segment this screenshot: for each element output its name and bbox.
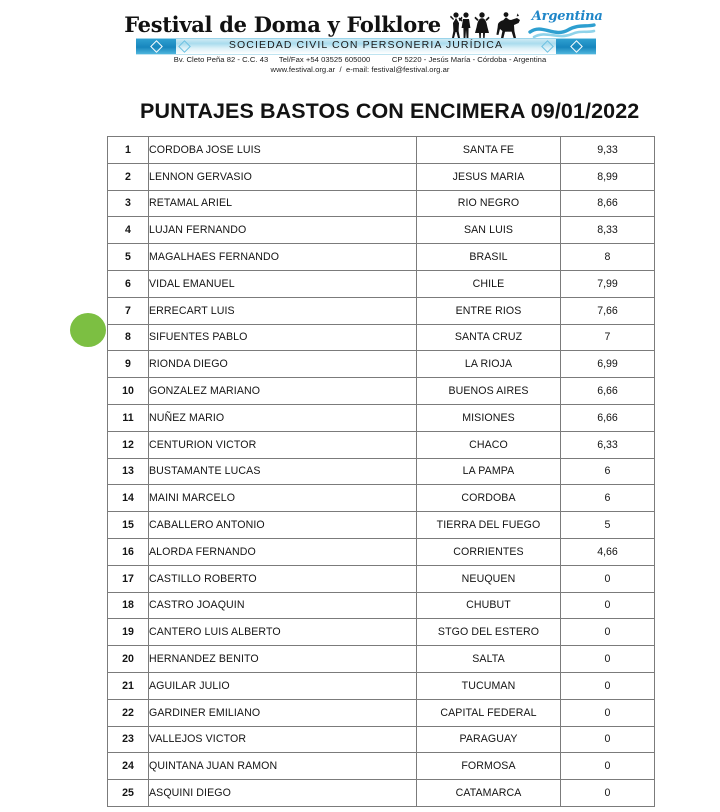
cell-name: LENNON GERVASIO	[149, 163, 417, 190]
folk-dancers-logo	[450, 9, 522, 39]
cell-score: 0	[561, 672, 655, 699]
cell-rank: 2	[108, 163, 149, 190]
cell-name: GONZALEZ MARIANO	[149, 378, 417, 405]
cell-score: 6,66	[561, 378, 655, 405]
cell-rank: 5	[108, 244, 149, 271]
cell-rank: 13	[108, 458, 149, 485]
cell-name: VIDAL EMANUEL	[149, 270, 417, 297]
cell-name: HERNANDEZ BENITO	[149, 646, 417, 673]
cell-rank: 10	[108, 378, 149, 405]
cell-province: CORRIENTES	[417, 538, 561, 565]
cell-score: 7,99	[561, 270, 655, 297]
cell-score: 0	[561, 780, 655, 807]
cell-score: 9,33	[561, 137, 655, 164]
table-row	[108, 458, 655, 485]
cell-name: GARDINER EMILIANO	[149, 699, 417, 726]
cell-province: JESUS MARIA	[417, 163, 561, 190]
cell-province: NEUQUEN	[417, 565, 561, 592]
table-row	[108, 190, 655, 217]
cell-name: CASTILLO ROBERTO	[149, 565, 417, 592]
cell-rank: 14	[108, 485, 149, 512]
table-row	[108, 270, 655, 297]
table-row	[108, 217, 655, 244]
cell-province: BUENOS AIRES	[417, 378, 561, 405]
cell-score: 8,33	[561, 217, 655, 244]
cell-name: MAGALHAES FERNANDO	[149, 244, 417, 271]
cell-province: RIO NEGRO	[417, 190, 561, 217]
cell-rank: 9	[108, 351, 149, 378]
cell-name: RETAMAL ARIEL	[149, 190, 417, 217]
dancer-woman-icon	[474, 11, 490, 39]
cell-name: ERRECART LUIS	[149, 297, 417, 324]
table-row	[108, 538, 655, 565]
cell-name: CABALLERO ANTONIO	[149, 512, 417, 539]
cell-score: 6,33	[561, 431, 655, 458]
cell-name: QUINTANA JUAN RAMON	[149, 753, 417, 780]
page-title: PUNTAJES BASTOS CON ENCIMERA 09/01/2022	[140, 99, 640, 123]
dancer-pair-icon	[450, 11, 472, 39]
table-row	[108, 753, 655, 780]
letterhead-title-row	[0, 8, 720, 40]
cell-province: TIERRA DEL FUEGO	[417, 512, 561, 539]
cell-rank: 17	[108, 565, 149, 592]
cell-province: LA PAMPA	[417, 458, 561, 485]
cell-province: FORMOSA	[417, 753, 561, 780]
cell-name: BUSTAMANTE LUCAS	[149, 458, 417, 485]
table-row	[108, 485, 655, 512]
cell-province: CORDOBA	[417, 485, 561, 512]
table-row	[108, 619, 655, 646]
cell-score: 0	[561, 699, 655, 726]
cell-province: CHILE	[417, 270, 561, 297]
cell-rank: 25	[108, 780, 149, 807]
cell-rank: 7	[108, 297, 149, 324]
cell-score: 6,66	[561, 404, 655, 431]
table-row	[108, 404, 655, 431]
cell-province: MISIONES	[417, 404, 561, 431]
table-row	[108, 592, 655, 619]
cell-rank: 8	[108, 324, 149, 351]
gaucho-horse-icon	[492, 11, 522, 39]
table-row	[108, 780, 655, 807]
cell-name: LUJAN FERNANDO	[149, 217, 417, 244]
cell-name: CASTRO JOAQUIN	[149, 592, 417, 619]
cell-province: SANTA CRUZ	[417, 324, 561, 351]
cell-rank: 21	[108, 672, 149, 699]
cell-score: 0	[561, 646, 655, 673]
cell-rank: 19	[108, 619, 149, 646]
cell-rank: 20	[108, 646, 149, 673]
cell-rank: 12	[108, 431, 149, 458]
cell-name: ASQUINI DIEGO	[149, 780, 417, 807]
cell-rank: 22	[108, 699, 149, 726]
contact-web-line: www.festival.org.ar / e-mail: festival@festival.org.ar	[270, 65, 450, 74]
letterhead	[0, 0, 720, 88]
cell-score: 7	[561, 324, 655, 351]
table-row	[108, 431, 655, 458]
cell-score: 8,66	[561, 190, 655, 217]
cell-score: 7,66	[561, 297, 655, 324]
cell-province: TUCUMAN	[417, 672, 561, 699]
cell-score: 6	[561, 485, 655, 512]
cell-score: 8	[561, 244, 655, 271]
table-row	[108, 646, 655, 673]
cell-rank: 24	[108, 753, 149, 780]
cell-score: 0	[561, 592, 655, 619]
table-row	[108, 378, 655, 405]
scores-table-body	[108, 137, 655, 807]
cell-score: 0	[561, 619, 655, 646]
cell-province: CAPITAL FEDERAL	[417, 699, 561, 726]
cell-province: PARAGUAY	[417, 726, 561, 753]
cell-rank: 3	[108, 190, 149, 217]
cell-name: CORDOBA JOSE LUIS	[149, 137, 417, 164]
cell-rank: 23	[108, 726, 149, 753]
cell-province: SAN LUIS	[417, 217, 561, 244]
contact-address-line: Bv. Cleto Peña 82 - C.C. 43 Tel/Fax +54 03525 605000 CP 5220 - Jesús María - Córdoba - Argentina	[173, 55, 547, 64]
organization-title: Festival de Doma y Folklore	[124, 11, 441, 37]
cell-province: SANTA FE	[417, 137, 561, 164]
cell-name: CANTERO LUIS ALBERTO	[149, 619, 417, 646]
cell-name: SIFUENTES PABLO	[149, 324, 417, 351]
table-row	[108, 699, 655, 726]
cell-name: NUÑEZ MARIO	[149, 404, 417, 431]
cell-province: BRASIL	[417, 244, 561, 271]
cell-rank: 16	[108, 538, 149, 565]
cell-province: LA RIOJA	[417, 351, 561, 378]
cell-name: VALLEJOS VICTOR	[149, 726, 417, 753]
table-row	[108, 163, 655, 190]
cell-rank: 11	[108, 404, 149, 431]
cell-score: 4,66	[561, 538, 655, 565]
cell-province: SALTA	[417, 646, 561, 673]
cell-score: 0	[561, 753, 655, 780]
cell-province: CHUBUT	[417, 592, 561, 619]
cell-score: 6,99	[561, 351, 655, 378]
cell-province: ENTRE RIOS	[417, 297, 561, 324]
table-row	[108, 137, 655, 164]
cell-rank: 6	[108, 270, 149, 297]
cell-name: RIONDA DIEGO	[149, 351, 417, 378]
argentina-brand-word: Argentina	[531, 9, 603, 24]
cell-rank: 4	[108, 217, 149, 244]
table-row	[108, 512, 655, 539]
table-row	[108, 672, 655, 699]
cell-rank: 1	[108, 137, 149, 164]
cell-name: MAINI MARCELO	[149, 485, 417, 512]
cell-name: ALORDA FERNANDO	[149, 538, 417, 565]
scores-table	[107, 136, 655, 807]
argentina-brand-logo	[528, 9, 603, 39]
cell-score: 0	[561, 726, 655, 753]
table-row	[108, 324, 655, 351]
cell-province: CATAMARCA	[417, 780, 561, 807]
table-row	[108, 726, 655, 753]
table-row	[108, 565, 655, 592]
cell-province: STGO DEL ESTERO	[417, 619, 561, 646]
table-row	[108, 244, 655, 271]
cell-name: AGUILAR JULIO	[149, 672, 417, 699]
cell-score: 5	[561, 512, 655, 539]
cell-rank: 15	[108, 512, 149, 539]
legal-status-legend: SOCIEDAD CIVIL CON PERSONERIA JURÍDICA	[228, 39, 504, 51]
cell-rank: 18	[108, 592, 149, 619]
cell-score: 8,99	[561, 163, 655, 190]
table-row	[108, 297, 655, 324]
cell-name: CENTURION VICTOR	[149, 431, 417, 458]
cell-score: 0	[561, 565, 655, 592]
table-row	[108, 351, 655, 378]
cell-score: 6	[561, 458, 655, 485]
cell-province: CHACO	[417, 431, 561, 458]
green-marker-dot	[70, 313, 106, 347]
